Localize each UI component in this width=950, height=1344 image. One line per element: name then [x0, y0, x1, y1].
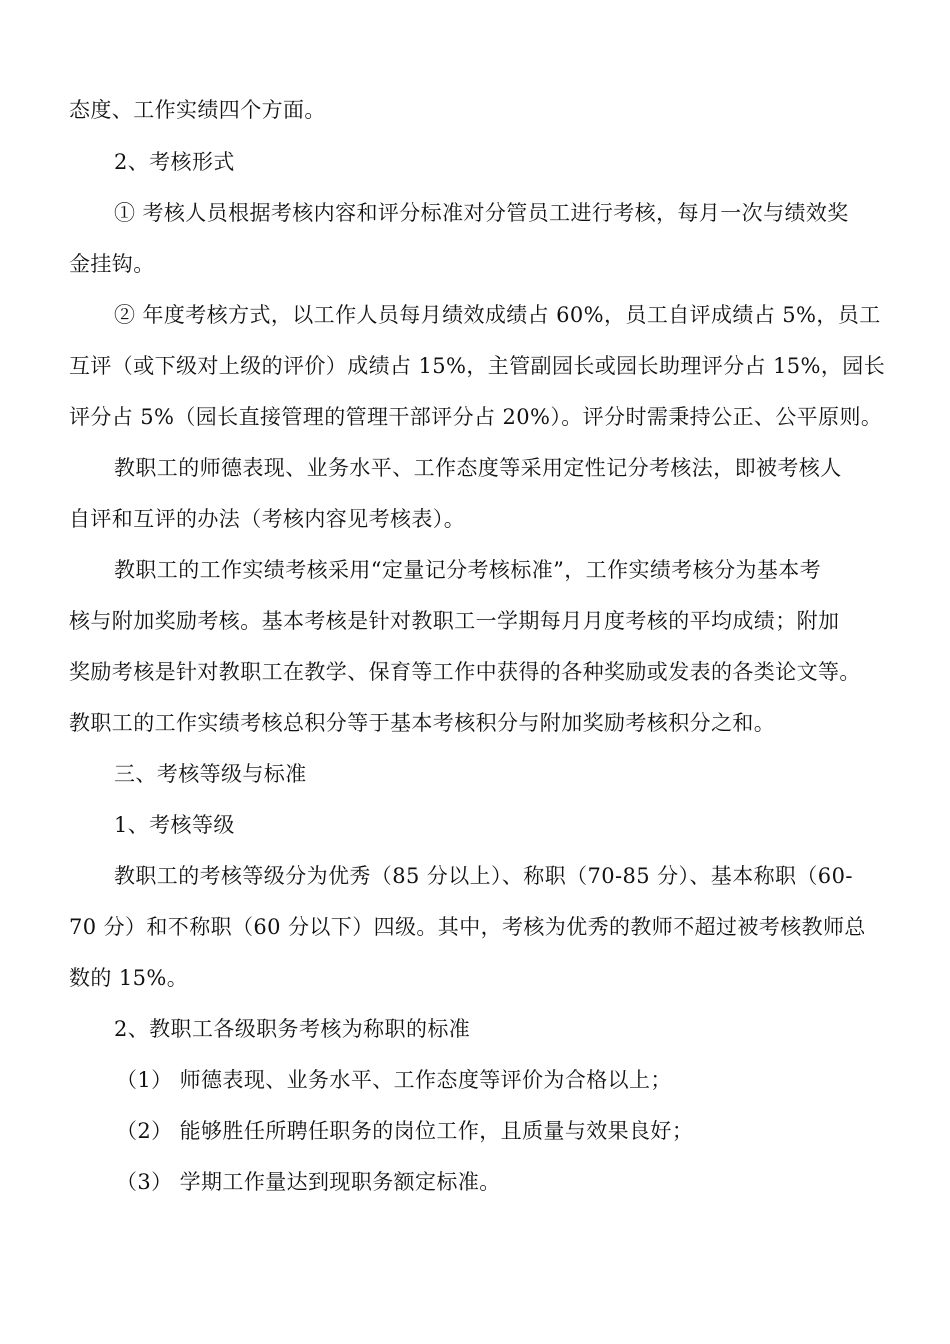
paragraph-line: 70 分）和不称职（60 分以下）四级。其中，考核为优秀的教师不超过被考核教师总 — [69, 915, 866, 939]
paragraph-line: 奖励考核是针对教职工在教学、保育等工作中获得的各种奖励或发表的各类论文等。 — [69, 660, 861, 684]
paragraph-line: 数的 15%。 — [69, 966, 189, 990]
paragraph-line: 态度、工作实绩四个方面。 — [69, 98, 326, 122]
paragraph-line: ② 年度考核方式，以工作人员每月绩效成绩占 60%，员工自评成绩占 5%，员工 — [114, 303, 881, 327]
section-heading: 2、考核形式 — [114, 150, 235, 174]
paragraph-line: 教职工的工作实绩考核采用“定量记分考核标准”，工作实绩考核分为基本考 — [114, 558, 822, 582]
paragraph-line: ① 考核人员根据考核内容和评分标准对分管员工进行考核，每月一次与绩效奖 — [114, 201, 849, 225]
paragraph-line: 教职工的工作实绩考核总积分等于基本考核积分与附加奖励考核积分之和。 — [69, 711, 776, 735]
list-item: （3） 学期工作量达到现职务额定标准。 — [116, 1170, 501, 1194]
paragraph-line: 互评（或下级对上级的评价）成绩占 15%，主管副园长或园长助理评分占 15%，园长 — [69, 354, 886, 378]
paragraph-line: 教职工的考核等级分为优秀（85 分以上）、称职（70-85 分）、基本称职（60- — [114, 864, 853, 888]
paragraph-line: 自评和互评的办法（考核内容见考核表）。 — [69, 507, 466, 531]
list-item: （2） 能够胜任所聘任职务的岗位工作，且质量与效果良好； — [116, 1119, 694, 1143]
paragraph-line: 教职工的师德表现、业务水平、工作态度等采用定性记分考核法，即被考核人 — [114, 456, 842, 480]
subsection-heading: 1、考核等级 — [114, 813, 235, 837]
paragraph-line: 金挂钩。 — [69, 252, 155, 276]
subsection-heading: 2、教职工各级职务考核为称职的标准 — [114, 1017, 471, 1041]
paragraph-line: 核与附加奖励考核。基本考核是针对教职工一学期每月月度考核的平均成绩；附加 — [69, 609, 840, 633]
list-item: （1） 师德表现、业务水平、工作态度等评价为合格以上； — [116, 1068, 672, 1092]
section-heading: 三、考核等级与标准 — [114, 762, 307, 786]
paragraph-line: 评分占 5%（园长直接管理的管理干部评分占 20%）。评分时需秉持公正、公平原则。 — [69, 405, 883, 429]
